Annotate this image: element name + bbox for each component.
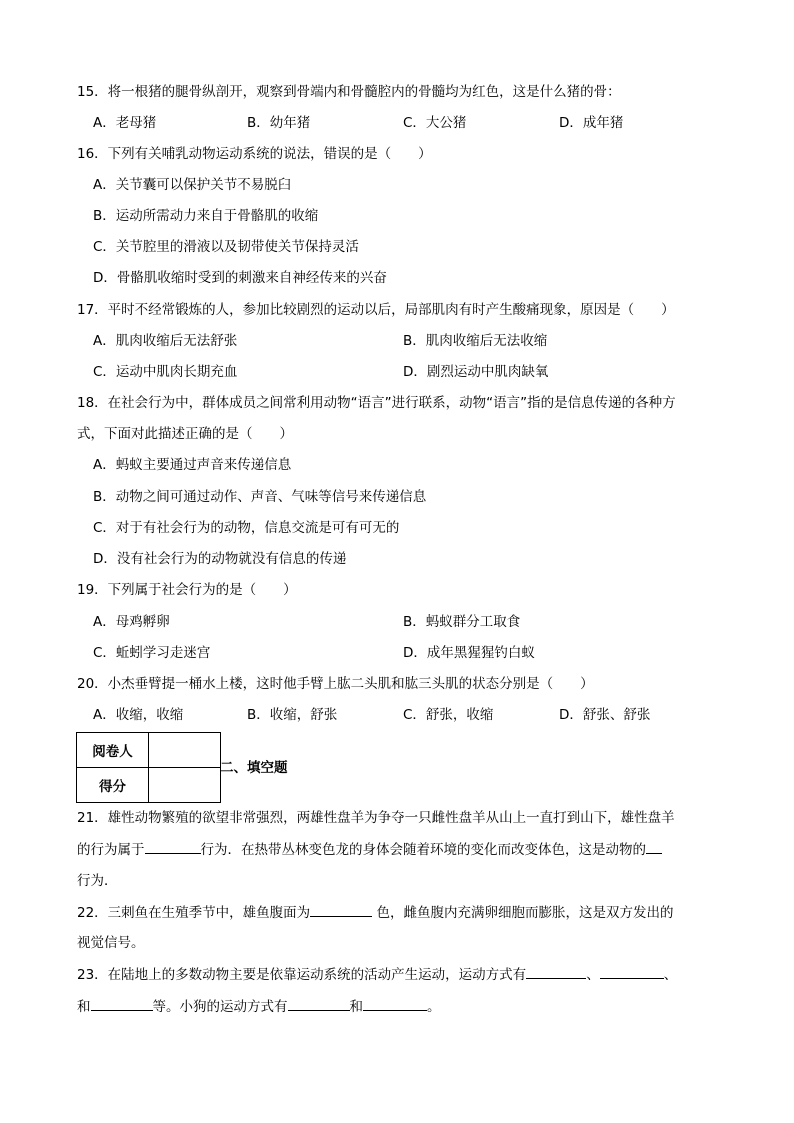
question-17-option-c: C．运动中肌肉长期充血 [93, 364, 238, 380]
question-15-option-a: A．老母猪 [93, 115, 157, 131]
question-16-option-b: B．运动所需动力来自于骨骼肌的收缩 [93, 208, 319, 224]
question-16-option-c: C．关节腔里的滑液以及韧带使关节保持灵活 [93, 239, 359, 255]
question-21-line2 [77, 839, 662, 860]
question-15-option-c: C．大公猪 [403, 115, 467, 131]
question-22-text-a: 22．三刺鱼在生殖季节中，雄鱼腹面为 [77, 905, 311, 921]
question-20-stem: 20．小杰垂臂提一桶水上楼，这时他手臂上肱二头肌和肱三头肌的状态分别是（ ） [77, 676, 594, 692]
score-table [76, 732, 221, 803]
score-label: 得分 [77, 768, 149, 803]
question-21-text-a: 的行为属于 [77, 842, 145, 858]
question-23-sep1: 、 [586, 967, 600, 983]
question-23-text-d: 和 [349, 999, 363, 1015]
question-20-option-a: A．收缩，收缩 [93, 707, 184, 723]
question-22-line1 [77, 902, 673, 923]
answer-blank-23-5[interactable] [363, 996, 427, 1011]
question-17-stem: 17．平时不经常锻炼的人，参加比较剧烈的运动以后，局部肌肉有时产生酸痛现象，原因是（ ） [77, 302, 675, 318]
question-23-line2 [77, 996, 441, 1017]
answer-blank-23-1[interactable] [526, 964, 586, 979]
question-17-option-b: B．肌肉收缩后无法收缩 [403, 333, 548, 349]
question-17-option-a: A．肌肉收缩后无法舒张 [93, 333, 238, 349]
question-16-option-a: A．关节囊可以保护关节不易脱臼 [93, 177, 292, 193]
question-21-line3: 行为． [77, 873, 118, 889]
question-18-option-c: C．对于有社会行为的动物，信息交流是可有可无的 [93, 520, 400, 536]
question-19-stem: 19．下列属于社会行为的是（ ） [77, 582, 297, 598]
question-16-option-d: D．骨骼肌收缩时受到的刺激来自神经传来的兴奋 [93, 270, 387, 286]
question-19-option-c: C．蚯蚓学习走迷宫 [93, 645, 211, 661]
answer-blank-23-4[interactable] [288, 996, 350, 1011]
reviewer-cell[interactable] [149, 733, 221, 768]
question-19-option-d: D．成年黑猩猩钓白蚁 [403, 645, 535, 661]
question-20-option-d: D．舒张、舒张 [559, 707, 651, 723]
question-18-stem-line2: 式，下面对此描述正确的是（ ） [77, 426, 293, 442]
question-20-option-b: B．收缩，舒张 [247, 707, 338, 723]
question-23-text-e: 。 [427, 999, 441, 1015]
question-18-option-a: A．蚂蚁主要通过声音来传递信息 [93, 457, 292, 473]
question-16-stem: 16．下列有关哺乳动物运动系统的说法，错误的是（ ） [77, 146, 432, 162]
question-23-text-c: 等。小狗的运动方式有 [152, 999, 288, 1015]
question-18-option-b: B．动物之间可通过动作、声音、气味等信号来传递信息 [93, 489, 427, 505]
question-21-line1: 21．雄性动物繁殖的欲望非常强烈，两雄性盘羊为争夺一只雌性盘羊从山上一直打到山下，雄性盘羊 [77, 810, 675, 826]
question-23-text-b: 和 [77, 999, 91, 1015]
question-18-stem-line1: 18．在社会行为中，群体成员之间常利用动物“语言”进行联系，动物“语言”指的是信息传递的各种方 [77, 395, 676, 411]
answer-blank-23-3[interactable] [91, 996, 153, 1011]
answer-blank-23-2[interactable] [600, 964, 664, 979]
question-15-stem: 15．将一根猪的腿骨纵剖开，观察到骨端内和骨髓腔内的骨髓均为红色，这是什么猪的骨： [77, 84, 621, 100]
answer-blank-21-2[interactable] [646, 839, 662, 854]
question-19-option-b: B．蚂蚁群分工取食 [403, 614, 521, 630]
question-15-option-d: D．成年猪 [559, 115, 624, 131]
question-15-option-b: B．幼年猪 [247, 115, 311, 131]
question-23-sep2: 、 [663, 967, 678, 983]
question-17-option-d: D．剧烈运动中肌肉缺氧 [403, 364, 549, 380]
question-18-option-d: D．没有社会行为的动物就没有信息的传递 [93, 551, 347, 567]
question-20-option-c: C．舒张，收缩 [403, 707, 494, 723]
score-cell[interactable] [149, 768, 221, 803]
question-23-text-a: 23．在陆地上的多数动物主要是依靠运动系统的活动产生运动，运动方式有 [77, 967, 527, 983]
answer-blank-22-1[interactable] [310, 902, 372, 917]
section-title: 二、填空题 [220, 760, 288, 776]
question-22-text-b: 色，雌鱼腹内充满卵细胞而膨胀，这是双方发出的 [372, 905, 674, 921]
question-22-line2: 视觉信号。 [77, 935, 145, 951]
answer-blank-21-1[interactable] [145, 839, 201, 854]
question-23-line1 [77, 964, 677, 985]
question-21-text-b: 行为．在热带丛林变色龙的身体会随着环境的变化而改变体色，这是动物的 [200, 842, 646, 858]
reviewer-label: 阅卷人 [77, 733, 149, 768]
question-19-option-a: A．母鸡孵卵 [93, 614, 170, 630]
